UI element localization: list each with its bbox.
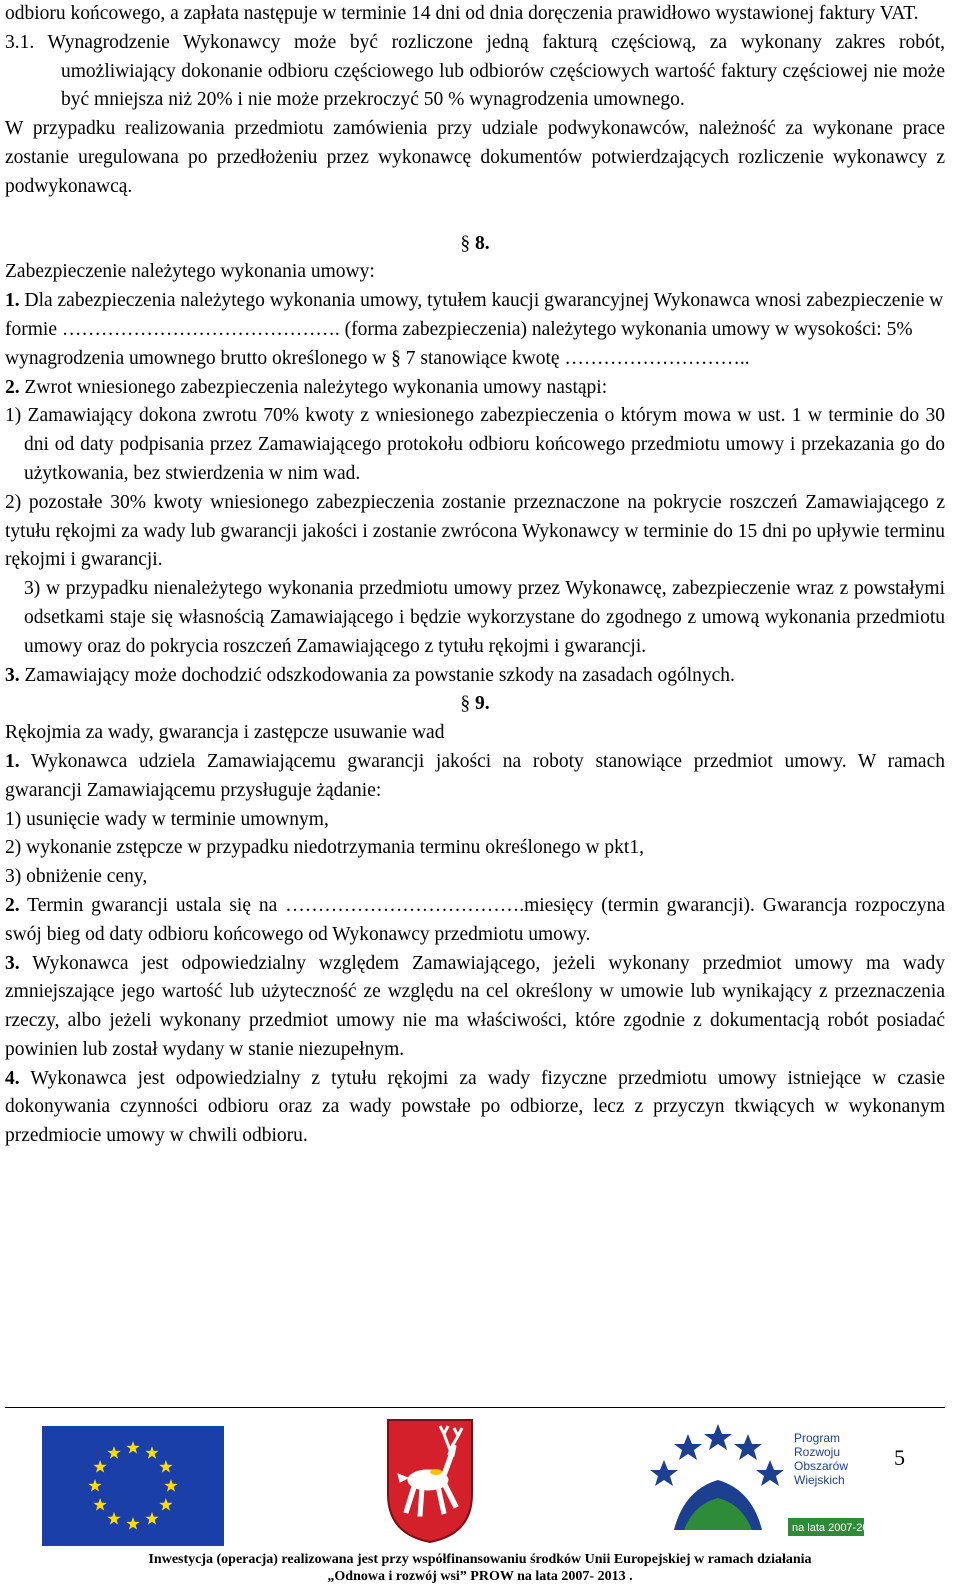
coat-of-arms-icon <box>384 1416 476 1544</box>
section-8-heading <box>5 230 945 259</box>
prow-line-3: Obszarów <box>794 1459 849 1473</box>
section-9-title: Rękojmia za wady, gwarancja i zastępcze usuwanie wad <box>5 722 445 744</box>
paragraph-3-1-text: Wynagrodzenie Wykonawcy może być rozliczone jedną fakturą częściową, za wykonany zakres robót, umożliwiający dokonanie odbioru częściowego lub odbiorów częściowych wartość faktury częściowej nie może być mniejsza niż 20% i nie może przekroczyć 50 % wynagrodzenia umownego. <box>47 31 945 111</box>
section-8-item-3 <box>5 662 945 691</box>
item-text: Wykonawca jest odpowiedzialny z tytułu rękojmi za wady fizyczne przedmiotu umowy istniejące w czasie dokonywania czynności odbioru oraz za wady powstałe po odbiorze, lecz z przyczyn tkwiących w wykonanym przedmiocie umowy w chwili odbioru. <box>5 1067 945 1147</box>
item-text: Termin gwarancji ustala się na ……………………………….miesięcy (termin gwarancji). Gwarancja rozpoczyna swój bieg od daty odbioru końcowego od Wykonawcy przedmiotu umowy. <box>5 894 945 945</box>
page-number: 5 <box>894 1445 905 1470</box>
prow-line-2: Rozwoju <box>794 1445 841 1459</box>
item-text: Wykonawca jest odpowiedzialny względem Zamawiającego, jeżeli wykonany przedmiot umowy ma wady zmniejszające jego wartość lub użyteczność ze względu na cel określony w umowie lub wynikający z przeznaczenia rzeczy, albo jeżeli wykonany przedmiot umowy nie ma właściwości, które zgodnie z dokumentacją robót posiadać powinien lub został wydany w stanie niezupełnym. <box>5 952 945 1060</box>
section-8-item-2-point-1: 1) Zamawiający dokona zwrotu 70% kwoty z wniesionego zabezpieczenia o którym mowa w ust. 1 w terminie do 30 dni od daty podpisania przez Zamawiającego protokołu odbioru końcowego przedmiotu umowy i przekazania go do użytkowania, bez stwierdzenia w nim wad. <box>5 405 945 484</box>
section-9-item-1-c: 3) obniżenie ceny, <box>5 866 148 888</box>
section-9-item-4 <box>5 1065 945 1151</box>
paragraph-3-1-number: 3.1. <box>5 31 35 53</box>
section-8-number: 8. <box>475 232 490 254</box>
item-number: 1. <box>5 750 20 772</box>
section-9-item-1 <box>5 748 945 806</box>
item-text: Dla zabezpieczenia należytego wykonania umowy, tytułem kaucji gwarancyjnej Wykonawca wnosi zabezpieczenie w formie ……………………………………. (forma zabezpieczenia) należytego wykonania umowy w wysokości: 5% wynagrodzenia umownego brutto określonego w § 7 stanowiące kwotę ……………………….. <box>5 290 944 369</box>
footer-text <box>0 1551 960 1585</box>
section-symbol: § <box>460 232 471 254</box>
item-text: Zwrot wniesionego zabezpieczenia należytego wykonania umowy nastąpi: <box>19 376 608 398</box>
item-text: Wykonawca udziela Zamawiającemu gwarancji jakości na roboty stanowiące przedmiot umowy. W ramach gwarancji Zamawiającemu przysługuje żądanie: <box>5 750 945 801</box>
paragraph-payment-term: odbioru końcowego, a zapłata następuje w terminie 14 dni od dnia doręczenia prawidłowo wystawionej faktury VAT. <box>5 3 919 24</box>
footer-logos <box>0 1412 960 1542</box>
item-number: 4. <box>5 1067 20 1089</box>
section-8-title: Zabezpieczenie należytego wykonania umowy: <box>5 261 375 283</box>
section-8-item-2-point-2: 2) pozostałe 30% kwoty wniesionego zabezpieczenia zostanie przeznaczone na pokrycie roszczeń Zamawiającego z tytułu rękojmi za wady lub gwarancji jakości i zostanie zwrócona Wykonawcy w terminie do 15 dni po upływie terminu rękojmi i gwarancji. <box>5 491 945 571</box>
section-9-item-3 <box>5 950 945 1065</box>
prow-line-5: na lata 2007-2013 <box>792 1522 881 1534</box>
footer-line-1: Inwestycja (operacja) realizowana jest przy współfinansowaniu środków Unii Europejskiej w ramach działania <box>148 1552 812 1567</box>
item-number: 2. <box>5 894 20 916</box>
prow-line-4: Wiejskich <box>794 1473 845 1487</box>
section-8-item-2-point-3: 3) w przypadku nienależytego wykonania przedmiotu umowy przez Wykonawcę, zabezpieczenie wraz z powstałymi odsetkami staje się własnością Zamawiającego i będzie wykorzystane do zgodnego z umową wykonania przedmiotu umowy oraz do pokrycia roszczeń Zamawiającego z tytułu rękojmi i gwarancji. <box>24 578 945 657</box>
item-number: 3. <box>5 952 20 974</box>
prow-line-1: Program <box>794 1431 841 1445</box>
section-9-heading <box>5 690 945 719</box>
section-9-item-2 <box>5 892 945 950</box>
section-8-item-1 <box>5 287 945 373</box>
footer-divider <box>5 1407 945 1408</box>
item-number: 1. <box>5 290 20 312</box>
footer-line-2: „Odnowa i rozwój wsi” PROW na lata 2007- 2013 . <box>327 1569 633 1584</box>
section-9-number: 9. <box>475 693 490 715</box>
paragraph-subcontractors: W przypadku realizowania przedmiotu zamówienia przy udziale podwykonawców, należność za wykonane prace zostanie uregulowana po przedłożeniu przez wykonawcę dokumentów potwierdzających rozliczenie wykonawcy z podwykonawcą. <box>5 118 945 197</box>
section-9-item-1-a: 1) usunięcie wady w terminie umownym, <box>5 808 329 830</box>
item-text: Zamawiający może dochodzić odszkodowania za powstanie szkody na zasadach ogólnych. <box>19 664 735 686</box>
item-number: 3. <box>5 664 20 686</box>
paragraph-3-1 <box>5 29 945 115</box>
section-symbol: § <box>460 693 471 715</box>
section-9-item-1-b: 2) wykonanie zstępcze w przypadku niedotrzymania terminu określonego w pkt1, <box>5 837 644 859</box>
item-number: 2. <box>5 376 20 398</box>
prow-logo-icon <box>644 1420 881 1544</box>
section-8-item-2 <box>5 374 945 403</box>
document-page <box>5 0 945 1151</box>
eu-flag-icon <box>42 1426 224 1546</box>
